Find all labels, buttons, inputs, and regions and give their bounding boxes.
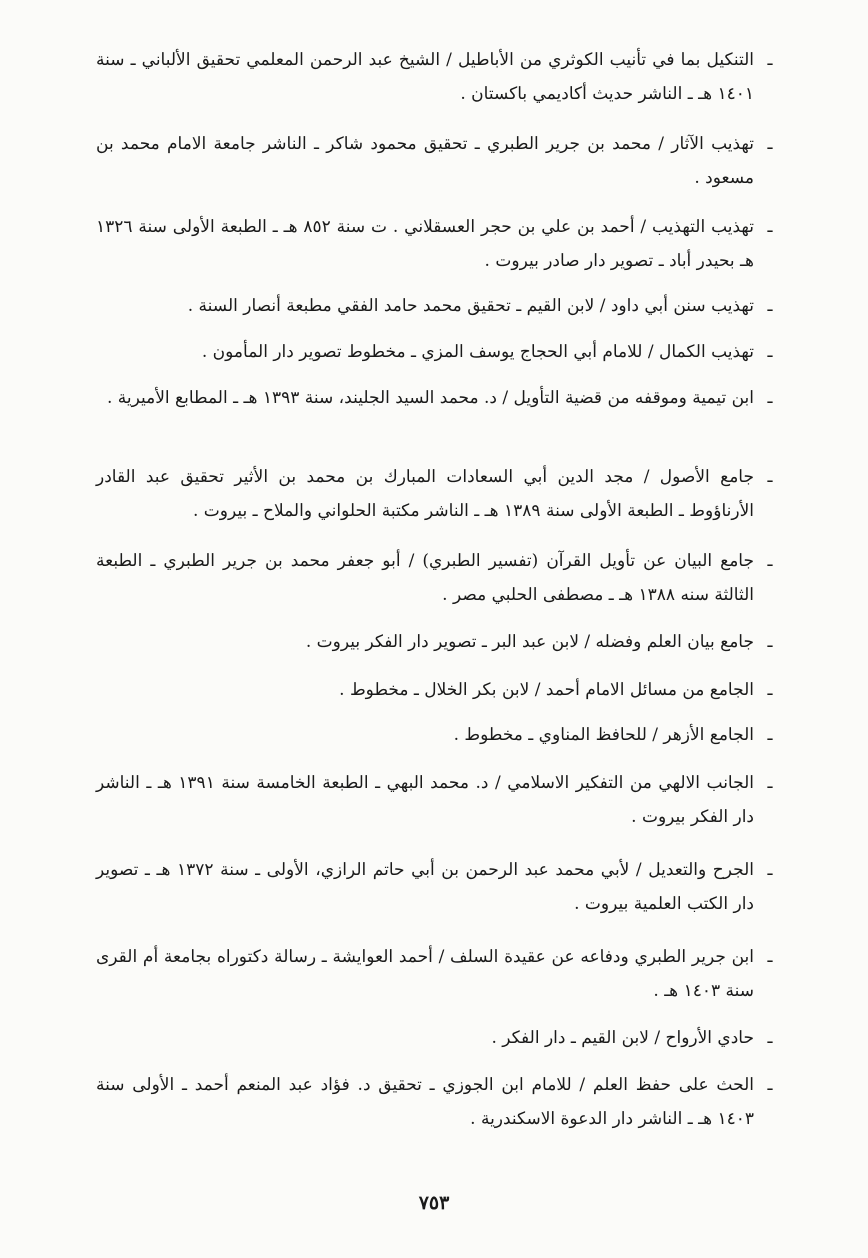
entry-dash: ـ [767,773,773,793]
entry-dash: ـ [767,947,773,967]
entry-text: ابن جرير الطبري ودفاعه عن عقيدة السلف / أحمد العوايشة ـ رسالة دكتوراه بجامعة أم القرى سنة ١٤٠٣ هـ . [96,947,754,1001]
entry-text: تهذيب سنن أبي داود / لابن القيم ـ تحقيق محمد حامد الفقي مطبعة أنصار السنة . [187,296,754,316]
entry-text: الحث على حفظ العلم / للامام ابن الجوزي ـ تحقيق د. فؤاد عبد المنعم أحمد ـ الأولى سنة ١٤٠٣ هـ ـ الناشر دار الدعوة الاسكندرية . [96,1075,754,1129]
bibliography-entry [96,1068,780,1136]
bibliography-entry [96,1021,780,1055]
bibliography-entry [96,940,780,1008]
entry-text: تهذيب الكمال / للامام أبي الحجاج يوسف المزي ـ مخطوط تصوير دار المأمون . [201,342,754,362]
entry-dash: ـ [767,342,773,362]
bibliography-entry [96,460,780,528]
entry-text: الجامع من مسائل الامام أحمد / لابن بكر الخلال ـ مخطوط . [339,680,754,700]
entry-dash: ـ [767,134,773,154]
entry-dash: ـ [767,860,773,880]
entry-dash: ـ [767,1028,773,1048]
entry-text: جامع بيان العلم وفضله / لابن عبد البر ـ تصوير دار الفكر بيروت . [305,632,754,652]
entry-dash: ـ [767,551,773,571]
entry-text: الجانب الالهي من التفكير الاسلامي / د. محمد البهي ـ الطبعة الخامسة سنة ١٣٩١ هـ ـ الناشر دار الفكر بيروت . [96,773,754,827]
bibliography-entry [96,673,780,707]
page-number: ٧٥٣ [418,1192,450,1214]
entry-dash: ـ [767,680,773,700]
entry-text: حادي الأرواح / لابن القيم ـ دار الفكر . [491,1028,754,1048]
bibliography-entry [96,381,780,415]
entry-dash: ـ [767,296,773,316]
entry-dash: ـ [767,725,773,745]
entry-dash: ـ [767,50,773,70]
bibliography-entry [96,289,780,323]
entry-text: الجرح والتعديل / لأبي محمد عبد الرحمن بن أبي حاتم الرازي، الأولى ـ سنة ١٣٧٢ هـ ـ تصوير دار الكتب العلمية بيروت . [96,860,754,914]
bibliography-entry [96,853,780,921]
entry-text: تهذيب الآثار / محمد بن جرير الطبري ـ تحقيق محمود شاكر ـ الناشر جامعة الامام محمد بن مسعود . [96,134,754,188]
entry-dash: ـ [767,632,773,652]
entry-text: التنكيل بما في تأنيب الكوثري من الأباطيل / الشيخ عبد الرحمن المعلمي تحقيق الألباني ـ سنة ١٤٠١ هـ ـ الناشر حديث أكاديمي باكستان . [96,50,754,104]
bibliography-entry [96,335,780,369]
bibliography-entry [96,43,780,111]
entry-text: جامع الأصول / مجد الدين أبي السعادات المبارك بن محمد بن الأثير تحقيق عبد القادر الأرناؤوط ـ الطبعة الأولى سنة ١٣٨٩ هـ ـ الناشر مكتبة الحلواني والملاح ـ بيروت . [96,467,754,521]
entry-text: جامع البيان عن تأويل القرآن (تفسير الطبري) / أبو جعفر محمد بن جرير الطبري ـ الطبعة الثالثة سنه ١٣٨٨ هـ ـ مصطفى الحلبي مصر . [96,551,754,605]
bibliography-entry [96,718,780,752]
bibliography-entry [96,127,780,195]
entry-dash: ـ [767,467,773,487]
entry-text: الجامع الأزهر / للحافظ المناوي ـ مخطوط . [453,725,754,745]
bibliography-entry [96,544,780,612]
entry-dash: ـ [767,217,773,237]
entry-dash: ـ [767,388,773,408]
entry-dash: ـ [767,1075,773,1095]
bibliography-entry [96,625,780,659]
entry-text: ابن تيمية وموقفه من قضية التأويل / د. محمد السيد الجليند، سنة ١٣٩٣ هـ ـ المطابع الأميرية . [106,388,754,408]
entry-text: تهذيب التهذيب / أحمد بن علي بن حجر العسقلاني . ت سنة ٨٥٢ هـ ـ الطبعة الأولى سنة ١٣٢٦ هـ بحيدر أباد ـ تصوير دار صادر بيروت . [96,217,754,271]
bibliography-entry [96,766,780,834]
bibliography-entry [96,210,780,278]
